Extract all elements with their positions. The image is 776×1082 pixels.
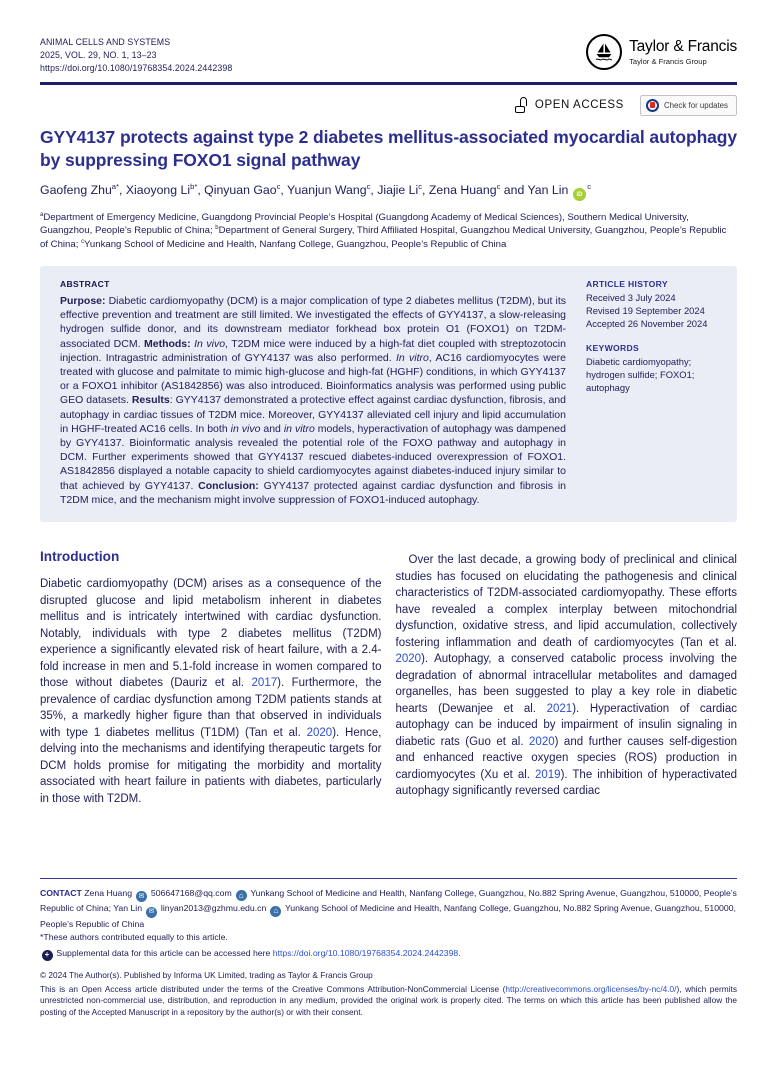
text-segment: Diabetic cardiomyopathy (DCM) arises as a consequence of the disrupted glucose and lipid metabolism inherent in diabetes mellitus and is intricately intertwined with cardiac dysfunction. Notably, individuals with type 2 diabetes mellitus (T2DM) experience a significantly elevated risk of heart failure, with a 2.4-fold increase in men and 5.1-fold increase in women compared to those without diabetes (Dauriz et al.	[40, 578, 382, 690]
inline-link[interactable]: 2020	[306, 726, 333, 739]
orcid-icon: iD	[573, 188, 586, 201]
accepted-date: Accepted 26 November 2024	[586, 317, 708, 329]
text-segment: Gaofeng Zhu	[40, 183, 112, 197]
abstract-column	[60, 279, 566, 507]
text-segment: c	[276, 181, 281, 191]
text-segment: , AC16 cardiomyocytes were treated with glucose and palmitate to mimic high-glucose and high-fat (HGHF) conditions, in which GYY4137 or a FOXO1 inhibitor (AS1842856) was also introduced. Bioinformatics analysis was performed using public GEO datasets.	[60, 351, 567, 407]
text-segment: 506647168@qq.com	[148, 888, 235, 899]
text-segment: CONTACT	[40, 888, 82, 899]
text-segment: ). The inhibition of hyperactivated autophagy significantly reversed cardiac	[395, 768, 737, 798]
text-segment: Purpose:	[60, 294, 109, 307]
article-info-column	[586, 279, 723, 507]
text-segment: Yunkang School of Medicine and Health, Nanfang College, Guangzhou, No.882 Spring Avenue, Guangzhou, 510000, People’s Republic of China	[40, 903, 736, 929]
logo-brand: Taylor & Francis	[629, 38, 737, 55]
text-segment: in vitro	[283, 422, 315, 435]
text-segment: Department of Emergency Medicine, Guangdong Provincial People’s Hospital (Guangdong Academy of Medical Sciences), Southern Medical University, Guangzhou, People’s Republic of China;	[40, 211, 689, 237]
text-segment: Over the last decade, a growing body of preclinical and clinical studies has focused on elucidating the pathogenesis and clinical characteristics of T2DM-associated cardiomyopathy. These efforts have revealed a complex interplay between mitochondrial dysfunction, oxidative stress, and lipid accumulation, collectively fostering inflammation and death of cardiomyocytes (Tan et al.	[395, 554, 737, 649]
left-column	[40, 549, 382, 861]
text-segment: ). Furthermore, the prevalence of cardiac dysfunction among T2DM patients stands at 35%, a markedly higher figure than that observed in individuals with type 1 diabetes mellitus (T1DM) (Tan et al.	[40, 677, 382, 739]
text-segment: linyan2013@gzhmu.edu.cn	[158, 903, 269, 914]
text-segment: , Jiajie Li	[370, 183, 419, 197]
text-segment: Yunkang School of Medicine and Health, Nanfang College, Guangzhou, No.882 Spring Avenue, Guangzhou, 510000, People’s Republic of China; Yan Lin	[40, 888, 737, 914]
abstract-text	[60, 294, 566, 507]
text-segment: b	[215, 224, 219, 231]
inline-link[interactable]: 2020	[395, 653, 422, 666]
envelope-icon: ✉	[146, 907, 157, 918]
journal-doi: https://doi.org/10.1080/19768354.2024.2442398	[40, 63, 233, 73]
introduction-paragraph-1	[40, 576, 382, 807]
taylor-francis-logo	[586, 34, 737, 70]
text-segment: ). Autophagy, a conserved catabolic process involving the degradation of abnormal intracellular metabolites and damaged organelles, has been suggested to play a key role in diabetic hearts (Dewanjee et al.	[395, 653, 737, 715]
open-access-label: OPEN ACCESS	[534, 99, 624, 111]
text-segment: ), which permits unrestricted non-commercial use, distribution, and reproduction in any medium, provided the original work is properly cited. The terms on which this article has been published allow the posting of the Accepted Manuscript in a repository by the author(s) or with their consent.	[40, 983, 738, 1017]
text-segment: This is an Open Access article distributed under the terms of the Creative Commons Attribution-NonCommercial License (	[40, 983, 506, 994]
keywords-text: Diabetic cardiomyopathy; hydrogen sulfide; FOXO1; autophagy	[586, 356, 695, 393]
text-segment: , T2DM mice were induced by a high-fat diet coupled with streptozotocin injection. Intragastric administration of GYY4137 was also performed.	[60, 337, 566, 364]
text-segment: GYY4137 protected against cardiac dysfunction and fibrosis in T2DM mice, and the mechanism might involve suppression of FOXO1-induced autophagy.	[60, 479, 566, 506]
text-segment: , Yuanjun Wang	[280, 183, 367, 197]
text-segment: Zena Huang	[81, 888, 135, 899]
text-segment: and Yan Lin	[500, 183, 572, 197]
revised-date: Revised 19 September 2024	[586, 304, 705, 316]
supplemental-icon: +	[42, 950, 53, 961]
journal-issue: 2025, VOL. 29, NO. 1, 13–23	[40, 50, 157, 60]
journal-name: ANIMAL CELLS AND SYSTEMS	[40, 37, 171, 47]
building-icon: ⌂	[270, 906, 281, 917]
building-icon: ⌂	[236, 890, 247, 901]
text-segment: ) and further causes self-digestion and enhanced reactive oxygen species (ROS) production in cardiomyocytes (Xu et al.	[395, 735, 738, 781]
body-columns	[40, 549, 737, 861]
copyright-note: © 2024 The Author(s). Published by Informa UK Limited, trading as Taylor & Francis Group	[40, 970, 373, 981]
text-segment: c	[587, 181, 592, 191]
affiliations	[40, 211, 737, 251]
open-lock-icon	[515, 97, 530, 113]
text-segment: , Qinyuan Gao	[197, 183, 277, 197]
text-segment: : GYY4137 demonstrated a protective effect against cardiac dysfunction, fibrosis, and autophagy in cardiac tissues of T2DM mice. Moreover, GYY4137 alleviated cell injury and lipid accumulation in HGHF-treated AC16 cells. In both	[60, 394, 566, 435]
text-segment: in vivo	[230, 422, 261, 435]
introduction-heading: Introduction	[40, 549, 120, 565]
equal-contribution-note: *These authors contributed equally to this article.	[40, 932, 228, 943]
journal-header	[40, 36, 737, 75]
received-date: Received 3 July 2024	[586, 291, 676, 303]
text-segment: and	[260, 422, 284, 435]
license-note	[40, 984, 737, 1019]
check-for-updates-button[interactable]	[640, 95, 737, 116]
keywords-heading: KEYWORDS	[586, 343, 640, 354]
crossmark-icon	[646, 99, 659, 112]
article-history-heading: ARTICLE HISTORY	[586, 278, 668, 289]
text-segment: c	[418, 181, 423, 191]
access-row	[40, 94, 737, 116]
logo-group: Taylor & Francis Group	[629, 57, 707, 66]
text-segment: c	[366, 181, 371, 191]
authors-line	[40, 183, 737, 201]
text-segment: Conclusion:	[198, 479, 264, 492]
text-segment: c	[496, 181, 501, 191]
text-segment: models, hyperactivation of autophagy was dampened by GYY4137. Bioinformatic analysis revealed the potential role of the FOXO pathway and autophagy in DCM. Further experiments showed that GYY4137 rescued diabetes-induced overexpression of FOXO1. AS1842856 displayed a notable capacity to shield cardiomyocytes against diabetes-induced injury similar to that achieved by GYY4137.	[60, 422, 566, 492]
right-column	[396, 549, 738, 861]
text-segment: .	[458, 947, 461, 958]
text-segment: Results	[131, 394, 170, 407]
text-segment: Supplemental data for this article can be accessed here	[54, 947, 273, 958]
inline-link[interactable]: 2019	[535, 768, 561, 781]
abstract-heading: ABSTRACT	[60, 278, 110, 289]
logo-text	[629, 38, 737, 66]
inline-link[interactable]: https://doi.org/10.1080/19768354.2024.2442398	[272, 947, 459, 958]
article-title: GYY4137 protects against type 2 diabetes mellitus-associated myocardial autophagy by suppressing FOXO1 signal pathway	[40, 127, 738, 170]
header-rule	[40, 82, 737, 85]
text-segment: c	[81, 238, 85, 245]
text-segment: a*	[111, 181, 119, 191]
text-segment: ). Hyperactivation of cardiac autophagy can be induced by impairment of insulin signaling in diabetic rats (Guo et al.	[395, 702, 737, 748]
supplemental-note	[40, 947, 737, 961]
text-segment: a	[40, 211, 44, 218]
open-access-badge	[515, 97, 624, 113]
inline-link[interactable]: 2021	[546, 702, 573, 715]
text-segment: , Xiaoyong Li	[119, 183, 191, 197]
envelope-icon: ✉	[136, 891, 147, 902]
text-segment: b*	[190, 181, 198, 191]
footnotes	[40, 879, 737, 1018]
text-segment: In vivo	[194, 337, 226, 350]
text-segment: ). Hence, delving into the mechanisms and identifying therapeutic targets for DCM holds promise for mitigating the morbidity and mortality associated with heart failure in patients with diabetes, particularly in those with T2DM.	[40, 726, 382, 805]
inline-link[interactable]: http://creativecommons.org/licenses/by-nc/4.0/	[505, 983, 677, 994]
text-segment: In vitro	[395, 351, 429, 364]
check-for-updates-label: Check for updates	[663, 100, 728, 110]
inline-link[interactable]: 2017	[251, 677, 278, 690]
inline-link[interactable]: 2020	[529, 735, 555, 748]
text-segment: , Zena Huang	[422, 183, 497, 197]
contact-note	[40, 887, 737, 930]
text-segment: Department of General Surgery, Third Affiliated Hospital, Guangzhou Medical University, Guangzhou, People’s Republic of China;	[40, 225, 727, 250]
text-segment: Yunkang School of Medicine and Health, Nanfang College, Guangzhou, People’s Republic of China	[84, 238, 507, 250]
abstract-box	[40, 266, 737, 522]
introduction-paragraph-2	[396, 552, 738, 800]
text-segment: Methods:	[143, 337, 195, 350]
ship-icon	[586, 34, 622, 70]
text-segment: Diabetic cardiomyopathy (DCM) is a major complication of type 2 diabetes mellitus (T2DM), but its effective prevention and treatment are still limited. We investigated the effects of GYY4137, a slow-releasing hydrogen sulfide donor, and its downstream mediator forkhead box protein O1 (FOXO1) on T2DM-associated DCM.	[60, 294, 566, 350]
journal-meta	[40, 36, 232, 75]
